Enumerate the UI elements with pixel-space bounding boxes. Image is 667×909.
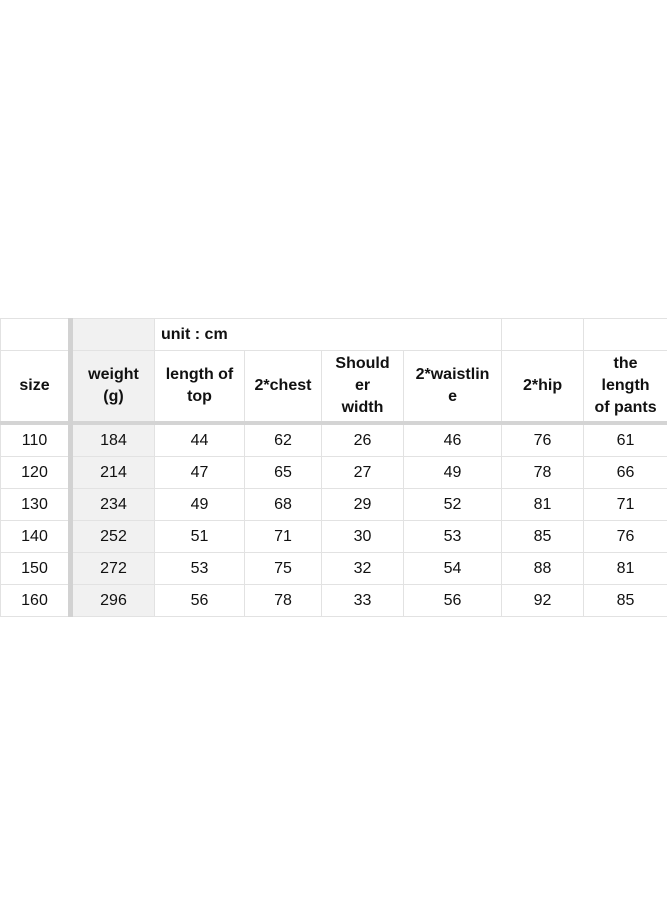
header-size-text: size [19,377,50,394]
cell-length-of-pants: 81 [584,553,667,585]
cell-weight: 252 [71,521,155,553]
unit-row [1,319,667,351]
header-weight-text: weight (g) [88,366,139,405]
table-row [1,489,667,521]
table-row [1,585,667,617]
cell-size: 130 [1,489,71,521]
header-row [1,351,667,424]
cell-length-of-top: 47 [155,457,245,489]
cell-size: 150 [1,553,71,585]
header-hip [502,351,584,424]
header-length-of-top [155,351,245,424]
cell-chest: 78 [245,585,322,617]
header-waistline [404,351,502,424]
cell-length-of-pants: 85 [584,585,667,617]
cell-weight: 296 [71,585,155,617]
table-row [1,521,667,553]
header-chest [245,351,322,424]
header-chest-text: 2*chest [254,377,312,394]
cell-shoulder-width: 32 [322,553,404,585]
cell-weight: 272 [71,553,155,585]
cell-waistline: 54 [404,553,502,585]
empty-cell [502,319,584,351]
header-length-of-top-text: length of top [165,366,234,405]
cell-length-of-top: 53 [155,553,245,585]
cell-length-of-pants: 71 [584,489,667,521]
header-shoulder-width [322,351,404,424]
cell-chest: 65 [245,457,322,489]
cell-shoulder-width: 27 [322,457,404,489]
cell-hip: 88 [502,553,584,585]
cell-hip: 81 [502,489,584,521]
cell-chest: 68 [245,489,322,521]
size-chart-sheet [0,318,667,622]
cell-length-of-pants: 76 [584,521,667,553]
cell-waistline: 52 [404,489,502,521]
cell-weight: 214 [71,457,155,489]
cell-chest: 75 [245,553,322,585]
cell-hip: 92 [502,585,584,617]
cell-shoulder-width: 30 [322,521,404,553]
cell-hip: 76 [502,423,584,457]
empty-cell [71,319,155,351]
cell-waistline: 56 [404,585,502,617]
size-chart-table [0,318,667,617]
cell-length-of-top: 44 [155,423,245,457]
header-shoulder-width-text: Should er width [335,355,390,416]
cell-size: 110 [1,423,71,457]
unit-label: unit : cm [155,319,502,351]
cell-hip: 78 [502,457,584,489]
cell-length-of-pants: 66 [584,457,667,489]
cell-shoulder-width: 26 [322,423,404,457]
cell-weight: 234 [71,489,155,521]
cell-weight: 184 [71,423,155,457]
table-row [1,457,667,489]
cell-length-of-top: 56 [155,585,245,617]
empty-cell [1,319,71,351]
cell-waistline: 46 [404,423,502,457]
header-hip-text: 2*hip [522,377,563,394]
cell-shoulder-width: 29 [322,489,404,521]
table-row [1,553,667,585]
table-row [1,423,667,457]
cell-size: 160 [1,585,71,617]
cell-length-of-pants: 61 [584,423,667,457]
cell-waistline: 49 [404,457,502,489]
header-length-of-pants-text: the length of pants [594,355,657,416]
cell-size: 140 [1,521,71,553]
header-length-of-pants [584,351,667,424]
header-waistline-text: 2*waistlin e [415,366,490,405]
cell-shoulder-width: 33 [322,585,404,617]
header-size [1,351,71,424]
cell-chest: 71 [245,521,322,553]
cell-hip: 85 [502,521,584,553]
empty-cell [584,319,667,351]
cell-size: 120 [1,457,71,489]
cell-length-of-top: 51 [155,521,245,553]
cell-length-of-top: 49 [155,489,245,521]
cell-waistline: 53 [404,521,502,553]
cell-chest: 62 [245,423,322,457]
header-weight [71,351,155,424]
